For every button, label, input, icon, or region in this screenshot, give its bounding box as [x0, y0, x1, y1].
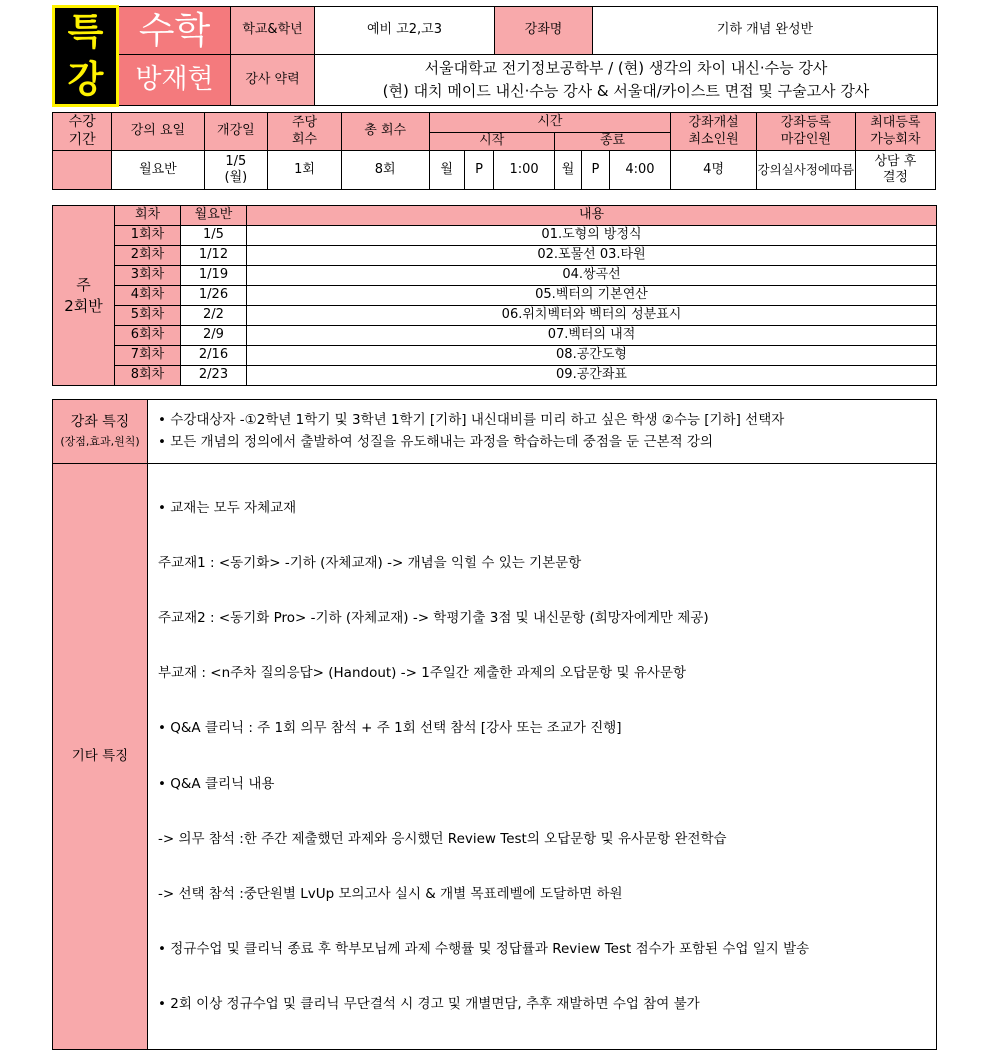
session-header: 회차: [115, 206, 181, 226]
other-feature-line: • 교재는 모두 자체교재: [158, 499, 297, 516]
content-cell: 01.도형의 방정식: [247, 226, 937, 246]
other-feature-line: • Q&A 클리닉 : 주 1회 의무 참석 + 주 1회 선택 참석 [강사 또는 조교가 진행]: [158, 720, 622, 737]
date-cell: 2/23: [181, 366, 247, 386]
session-cell: 5회차: [115, 306, 181, 326]
date-cell: 1/5: [181, 226, 247, 246]
date-cell: 1/19: [181, 266, 247, 286]
date-header: 월요반: [181, 206, 247, 226]
schedule-table: [52, 205, 937, 386]
total-value: 8회: [341, 151, 429, 190]
deadline-header-line2: 마감인원: [780, 131, 831, 147]
date-cell: 2/2: [181, 306, 247, 326]
special-badge-top: [54, 7, 118, 55]
course-feature-line: • 수강대상자 -①2학년 1학기 및 3학년 1학기 [기하] 내신대비를 미리 하고 싶은 학생 ②수능 [기하] 선택자: [158, 412, 785, 429]
max-value: [855, 151, 935, 190]
end-header: 종료: [554, 133, 670, 151]
table-row: [53, 286, 937, 306]
course-title: 기하 개념 완성반: [593, 7, 938, 55]
start-date-value: [204, 151, 268, 190]
session-cell: 3회차: [115, 266, 181, 286]
session-cell: 4회차: [115, 286, 181, 306]
special-badge-bottom: [54, 55, 118, 106]
course-feature-title: 강좌 특징: [70, 414, 130, 431]
other-feature-line: 주교재1 : <동기화> -기하 (자체교재) -> 개념을 익힐 수 있는 기본문항: [158, 554, 582, 571]
day-value: 월요반: [112, 151, 204, 190]
max-header: [855, 113, 935, 151]
content-cell: 09.공간좌표: [247, 366, 937, 386]
course-info-table: [52, 112, 936, 190]
weekly-header-line2: 회수: [291, 131, 318, 147]
other-feature-line: 주교재2 : <동기화 Pro> -기하 (자체교재) -> 학평기출 3점 및 내신문항 (희망자에게만 제공): [158, 610, 709, 627]
course-feature-content: [148, 400, 937, 464]
start-date-line1: 1/5: [225, 153, 247, 169]
start-header: 시작: [429, 133, 554, 151]
content-cell: 07.벡터의 내적: [247, 326, 937, 346]
other-feature-label: 기타 특징: [53, 464, 148, 1050]
table-row: [53, 226, 937, 246]
weekly-value: 1회: [268, 151, 342, 190]
max-header-line2: 가능회차: [870, 131, 921, 147]
day-header: 강의 요일: [112, 113, 204, 151]
start-date-line2: (월): [224, 170, 248, 185]
other-feature-line: -> 의무 참석 :한 주간 제출했던 과제와 응시했던 Review Test의 오답문항 및 유사문항 완전학습: [158, 830, 727, 847]
max-header-line1: 최대등록: [870, 115, 921, 131]
content-cell: 04.쌍곡선: [247, 266, 937, 286]
period-label: [53, 113, 112, 151]
schedule-side-label: [53, 206, 115, 386]
weekly-header-line1: 주당: [291, 115, 318, 131]
max-value-line2: 결정: [882, 170, 908, 185]
date-cell: 2/9: [181, 326, 247, 346]
features-table: [52, 399, 937, 1050]
subject-cell: [118, 7, 231, 55]
bio-line-1: 서울대학교 전기정보공학부 / (현) 생각의 차이 내신·수능 강사: [424, 59, 828, 77]
min-value: 4명: [671, 151, 757, 190]
session-cell: 2회차: [115, 246, 181, 266]
end-ampm: P: [582, 151, 609, 190]
other-feature-line: -> 선택 참석 :중단원별 LvUp 모의고사 실시 & 개별 목표레벨에 도달하면 하원: [158, 885, 623, 902]
deadline-value: 강의실사정에따름: [756, 151, 855, 190]
special-char-2: 강: [67, 57, 104, 101]
start-date-header: 개강일: [204, 113, 268, 151]
table-row: [53, 346, 937, 366]
content-cell: 06.위치벡터와 벡터의 성분표시: [247, 306, 937, 326]
content-cell: 05.벡터의 기본연산: [247, 286, 937, 306]
date-cell: 1/12: [181, 246, 247, 266]
course-feature-label: [53, 400, 148, 464]
min-header: [671, 113, 757, 151]
total-header: 총 회수: [341, 113, 429, 151]
deadline-header-line1: 강좌등록: [780, 115, 831, 131]
deadline-header: [756, 113, 855, 151]
session-cell: 7회차: [115, 346, 181, 366]
max-value-line1: 상담 후: [874, 153, 917, 169]
side-label-line1: 주: [76, 275, 91, 294]
end-day: 월: [554, 151, 581, 190]
min-header-line2: 최소인원: [688, 131, 739, 147]
table-row: [53, 246, 937, 266]
course-label: 강좌명: [495, 7, 593, 55]
course-feature-sublabel: (장점,효과,원칙): [60, 434, 140, 448]
start-time: 1:00: [494, 151, 554, 190]
teacher-name: 방재현: [135, 64, 214, 96]
start-day: 월: [429, 151, 464, 190]
session-cell: 8회차: [115, 366, 181, 386]
header-table: [52, 5, 938, 107]
other-feature-line: 부교재 : <n주차 질의응답> (Handout) -> 1주일간 제출한 과제의 오답문항 및 유사문항: [158, 665, 687, 682]
side-label-line2: 2회반: [64, 296, 103, 315]
table-row: [53, 366, 937, 386]
table-row: [53, 266, 937, 286]
special-char-1: 특: [67, 9, 104, 53]
content-cell: 02.포물선 03.타원: [247, 246, 937, 266]
end-time: 4:00: [609, 151, 671, 190]
grade-label: 학교&학년: [231, 7, 315, 55]
table-row: [53, 326, 937, 346]
other-feature-line: • 정규수업 및 클리닉 종료 후 학부모님께 과제 수행률 및 정답률과 Review Test 점수가 포함된 수업 일지 발송: [158, 941, 810, 957]
date-cell: 2/16: [181, 346, 247, 366]
date-cell: 1/26: [181, 286, 247, 306]
session-cell: 1회차: [115, 226, 181, 246]
period-label-line2: 기간: [68, 131, 96, 148]
bio-label: 강사 약력: [231, 55, 315, 106]
content-cell: 08.공간도형: [247, 346, 937, 366]
weekly-header: [268, 113, 342, 151]
start-ampm: P: [464, 151, 494, 190]
course-feature-line: • 모든 개념의 정의에서 출발하여 성질을 유도해내는 과정을 학습하는데 중점을 둔 근본적 강의: [158, 433, 714, 450]
other-feature-line: • Q&A 클리닉 내용: [158, 775, 275, 792]
period-label-line1: 수강: [68, 114, 96, 130]
subject-title: 수학: [138, 9, 211, 52]
bio-cell: [315, 55, 938, 106]
period-label-cont: [53, 151, 112, 190]
grade-value: 예비 고2,고3: [315, 7, 495, 55]
content-header: 내용: [247, 206, 937, 226]
other-feature-content: [148, 464, 937, 1050]
session-cell: 6회차: [115, 326, 181, 346]
teacher-cell: [118, 55, 231, 106]
min-header-line1: 강좌개설: [688, 115, 739, 131]
bio-line-2: (현) 대치 메이드 내신·수능 강사 & 서울대/카이스트 면접 및 구술고사 강사: [382, 82, 870, 100]
time-header: 시간: [429, 113, 671, 133]
other-feature-line: • 2회 이상 정규수업 및 클리닉 무단결석 시 경고 및 개별면담, 추후 재발하면 수업 참여 불가: [158, 996, 700, 1013]
table-row: [53, 306, 937, 326]
